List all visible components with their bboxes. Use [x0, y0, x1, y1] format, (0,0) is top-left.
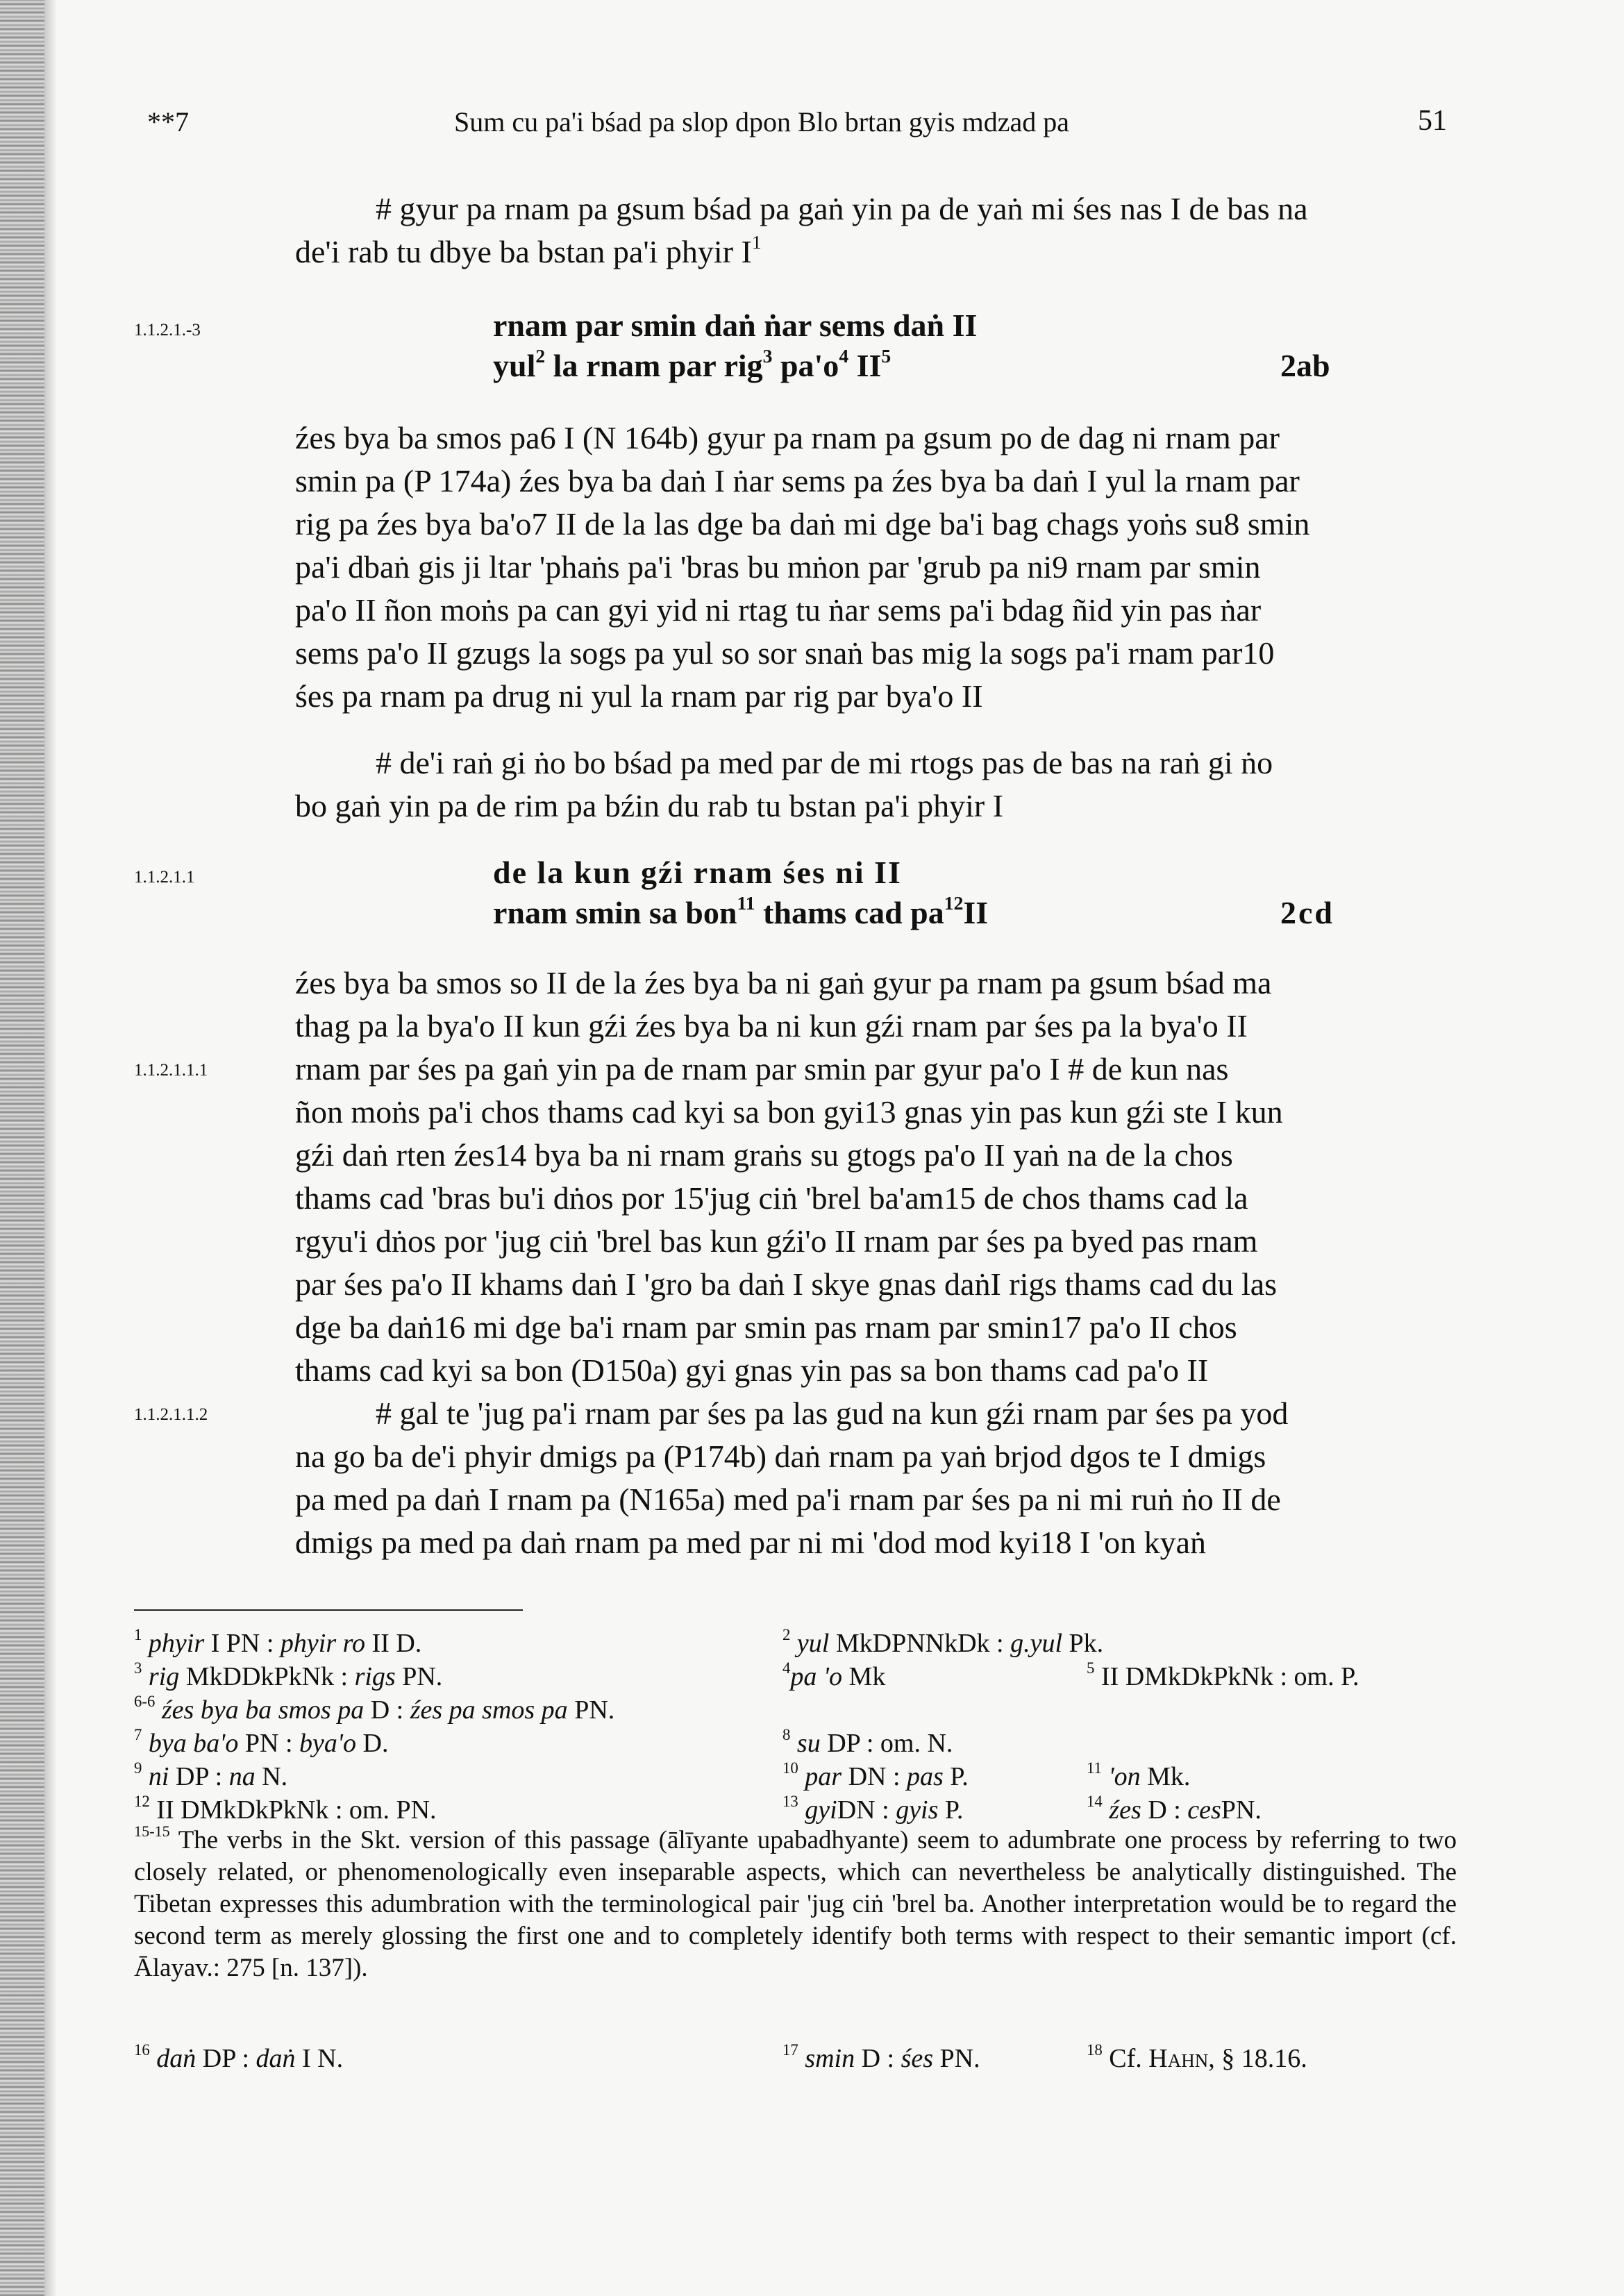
- scan-edge: [0, 0, 44, 2296]
- footnote-15: $^{15-15}$ The verbs in the Skt. version of this passage (ālīyante upabadhyante) seem to adumbrate one process by referring to two closely related, or phenomenologically even inseparable aspects, which can nevertheless be analytically distinguished. The Tibetan expresses this adumbration with the terminological pair 'jug ciṅ 'brel ba. Another interpretation would be to regard the second term as merely glossing the first one and to completely identify both terms with respect to their semantic import (cf. Ālayav.: 275 [n. 137]).: [134, 1822, 1457, 1982]
- footnote-9: $^9$ ni DP : na N.: [134, 1759, 288, 1791]
- para-1-line-1: źes bya ba smos pa6 I (N 164b) gyur pa rnam pa gsum po de dag ni rnam par: [295, 420, 1280, 455]
- footnote-12: $^{12}$ II DMkDkPkNk : om. PN.: [134, 1792, 437, 1825]
- footnote-18: $^{18}$ Cf. Hahn, § 18.16.: [1087, 2041, 1307, 2073]
- section-number: 1.1.2.1.1: [134, 868, 195, 887]
- para-2-line-1: źes bya ba smos so II de la źes bya ba ni gaṅ gyur pa rnam pa gsum bśad ma: [295, 965, 1272, 1000]
- verse-1-reference: 2ab: [1280, 348, 1330, 383]
- para-1-line-3: rig pa źes bya ba'o7 II de la las dge ba daṅ mi dge ba'i bag chags yoṅs su8 smin: [295, 506, 1310, 542]
- para-2-line-9: dge ba daṅ16 mi dge ba'i rnam par smin pas rnam par smin17 pa'o II chos: [295, 1309, 1237, 1345]
- para-3-line-2: na go ba de'i phyir dmigs pa (P174b) daṅ rnam pa yaṅ brjod dgos te I dmigs: [295, 1439, 1266, 1474]
- footnote-1: $^1$ phyir I PN : phyir ro II D.: [134, 1625, 422, 1658]
- para-2-line-5: gźi daṅ rten źes14 bya ba ni rnam graṅs su gtogs pa'o II yaṅ na de la chos: [295, 1137, 1233, 1173]
- footnote-13: $^{13}$ gyiDN : gyis P.: [782, 1792, 964, 1825]
- footnote-16: $^{16}$ daṅ DP : daṅ I N.: [134, 2041, 344, 2073]
- scan-edge-shadow: [44, 0, 57, 2296]
- section-number: 1.1.2.1.1.2: [134, 1405, 208, 1424]
- footnote-10: $^{10}$ par DN : pas P.: [782, 1759, 969, 1791]
- para-2-line-8: par śes pa'o II khams daṅ I 'gro ba daṅ I skye gnas daṅI rigs thams cad du las: [295, 1266, 1278, 1302]
- footnote-8: $^8$ su DP : om. N.: [782, 1725, 953, 1758]
- footnote-rule: [134, 1609, 523, 1611]
- running-title: Sum cu pa'i bśad pa slop dpon Blo brtan gyis mdzad pa: [454, 106, 1069, 137]
- para-3-line-1: # gal te 'jug pa'i rnam par śes pa las gud na kun gźi rnam par śes pa yod: [376, 1396, 1289, 1431]
- verse-1-line-2: yul$^2$ la rnam par rig$^3$ $pa'o^4$ $II^5$: [493, 344, 891, 383]
- para-3-line-4: dmigs pa med pa daṅ rnam pa med par ni mi 'dod mod kyi18 I 'on kyaṅ: [295, 1525, 1206, 1560]
- verse-2-reference: 2cd: [1280, 895, 1334, 930]
- footnote-4: $^4$pa 'o Mk: [782, 1659, 886, 1691]
- intro-2-line-1: # de'i raṅ gi ṅo bo bśad pa med par de mi rtogs pas de bas na raṅ gi ṅo: [376, 745, 1273, 780]
- para-1-line-4: pa'i dbaṅ gis ji ltar 'phaṅs pa'i 'bras bu mṅon par 'grub pa ni9 rnam par smin: [295, 549, 1261, 585]
- header-left-marker: **7: [147, 106, 189, 137]
- footnote-3: $^3$ rig MkDDkPkNk : rigs PN.: [134, 1659, 443, 1691]
- para-2-line-6: thams cad 'bras bu'i dṅos por 15'jug ciṅ 'brel ba'am15 de chos thams cad la: [295, 1180, 1248, 1216]
- footnote-11: $^{11}$ 'on Mk.: [1087, 1759, 1191, 1791]
- footnote-7: $^7$ bya ba'o PN : bya'o D.: [134, 1725, 389, 1758]
- para-1-line-2: smin pa (P 174a) źes bya ba daṅ I ṅar sems pa źes bya ba daṅ I yul la rnam par: [295, 463, 1300, 498]
- para-1-line-7: śes pa rnam pa drug ni yul la rnam par rig par bya'o II: [295, 678, 983, 714]
- para-2-line-3: rnam par śes pa gaṅ yin pa de rnam par smin par gyur pa'o I # de kun nas: [295, 1051, 1229, 1087]
- verse-2-line-1: de la kun gźi rnam śes ni II: [493, 855, 902, 890]
- section-number: 1.1.2.1.-3: [134, 321, 201, 340]
- para-2-line-7: rgyu'i dṅos por 'jug ciṅ 'brel bas kun gźi'o II rnam par śes pa byed pas rnam: [295, 1223, 1258, 1259]
- para-2-line-4: ñon moṅs pa'i chos thams cad kyi sa bon gyi13 gnas yin pas kun gźi ste I kun: [295, 1094, 1283, 1130]
- footnote-14: $^{14}$ źes D : cesPN.: [1087, 1792, 1262, 1825]
- para-1-line-5: pa'o II ñon moṅs pa can gyi yid ni rtag tu ṅar sems pa'i bdag ñid yin pas ṅar: [295, 592, 1262, 628]
- para-3-line-3: pa med pa daṅ I rnam pa (N165a) med pa'i rnam par śes pa ni mi ruṅ ṅo II de: [295, 1482, 1281, 1517]
- intro-1-line-1: # gyur pa rnam pa gsum bśad pa gaṅ yin pa de yaṅ mi śes nas I de bas na: [376, 191, 1308, 226]
- para-2-line-10: thams cad kyi sa bon (D150a) gyi gnas yin pas sa bon thams cad pa'o II: [295, 1352, 1209, 1388]
- para-2-line-2: thag pa la bya'o II kun gźi źes bya ba ni kun gźi rnam par śes pa la bya'o II: [295, 1008, 1248, 1044]
- page-number: 51: [1418, 105, 1447, 137]
- verse-2-line-2: rnam smin sa bon$^{11}$ thams cad $pa^{12}II$: [493, 891, 989, 930]
- section-number: 1.1.2.1.1.1: [134, 1061, 208, 1080]
- intro-1-line-2: de'i rab tu dbye ba bstan pa'i phyir $I^1$: [295, 231, 762, 269]
- footnote-17: $^{17}$ smin D : śes PN.: [782, 2041, 980, 2073]
- footnote-2: $^2$ yul MkDPNNkDk : g.yul Pk.: [782, 1625, 1104, 1658]
- footnote-6: $^{6-6}$ źes bya ba smos pa D : źes pa smos pa PN.: [134, 1692, 615, 1725]
- para-1-line-6: sems pa'o II gzugs la sogs pa yul so sor snaṅ bas mig la sogs pa'i rnam par10: [295, 635, 1275, 671]
- footnote-5: $^5$ II DMkDkPkNk : om. P.: [1087, 1659, 1359, 1691]
- intro-2-line-2: bo gaṅ yin pa de rim pa bźin du rab tu bstan pa'i phyir I: [295, 788, 1004, 823]
- verse-1-line-1: rnam par smin daṅ ṅar sems daṅ II: [493, 308, 978, 343]
